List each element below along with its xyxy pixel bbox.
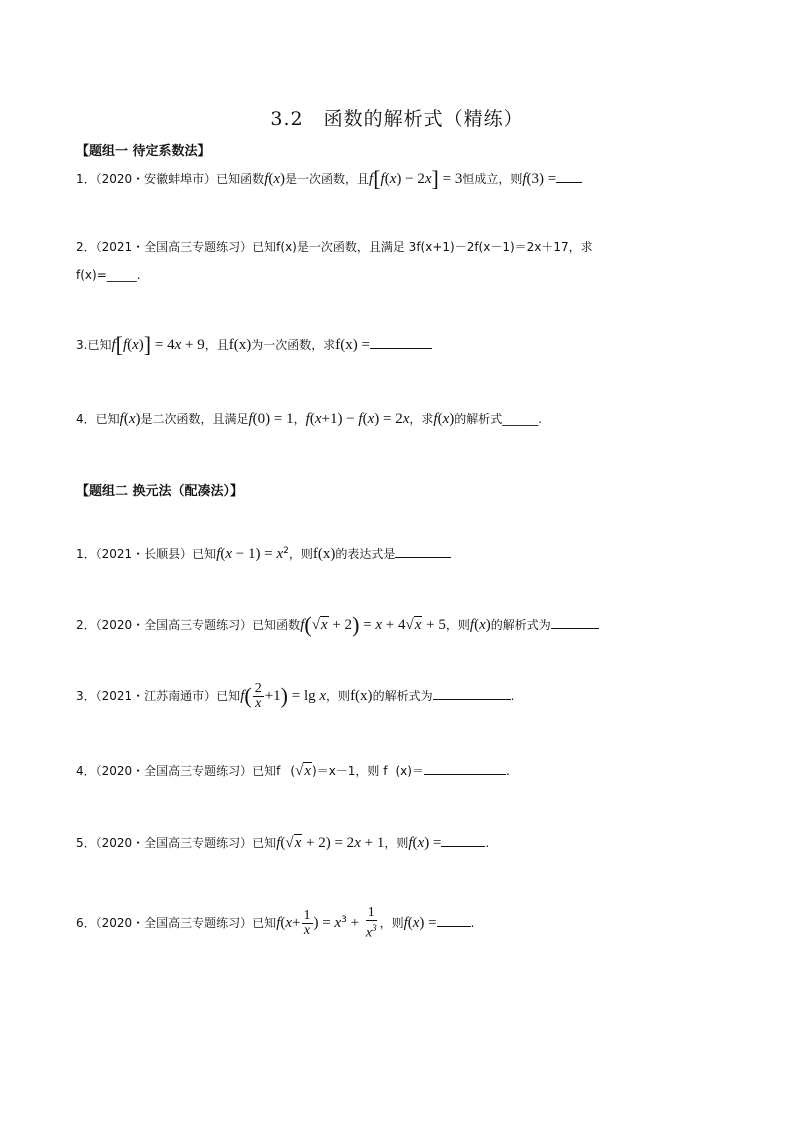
page-title: 3.2 函数的解析式（精练） — [270, 108, 524, 130]
question-2-4: 4．（2020・全国高三专题练习）已知f (√x)＝x－1，则 f (x)＝ . — [76, 763, 510, 779]
question-2-3: 3．（2021・江苏南通市）已知f( $\frac{2}{x}$ +1) = lg x，则f(x)的解析式为 . — [76, 681, 515, 711]
group-heading-2: 【题组二 换元法（配凑法）】 — [76, 484, 244, 499]
question-2-6: 6．（2020・全国高三专题练习）已知f(x+ $\frac{1}{x}$ ) = $x^3$ + $\frac{1}{x^3}$ ，则f(x) = . — [76, 905, 475, 941]
question-2-2: 2．（2020・全国高三专题练习）已知函数f(√x + 2) = x + 4√x + 5，则f(x)的解析式为 — [76, 616, 599, 634]
question-1-3: 3.已知f[f(x)] = 4x + 9，且f(x)为一次函数，求f(x) = — [76, 336, 432, 354]
group-heading-1: 【题组一 待定系数法】 — [76, 144, 211, 159]
question-2-1: 1．（2021・长顺县）已知$f(x - 1) = x^2$，则f(x)的表达式是 — [76, 542, 451, 563]
question-1-1: 1．（2020・安徽蚌埠市）已知函数f(x)是一次函数，且f[f(x) − 2x] = 3恒成立，则f(3) = — [76, 170, 582, 188]
question-1-4: 4．已知f(x)是二次函数，且满足f(0) = 1，f(x+1) − f(x) = 2x，求f(x)的解析式______. — [76, 411, 543, 427]
question-1-2: 2．（2021・全国高三专题练习）已知f(x)是一次函数，且满足 3f(x+1)－2f(x－1)＝2x＋17，求 f(x)=_____. — [76, 240, 593, 282]
question-2-5: 5．（2020・全国高三专题练习）已知f(√x + 2) = 2x + 1，则f(x) = . — [76, 835, 490, 851]
